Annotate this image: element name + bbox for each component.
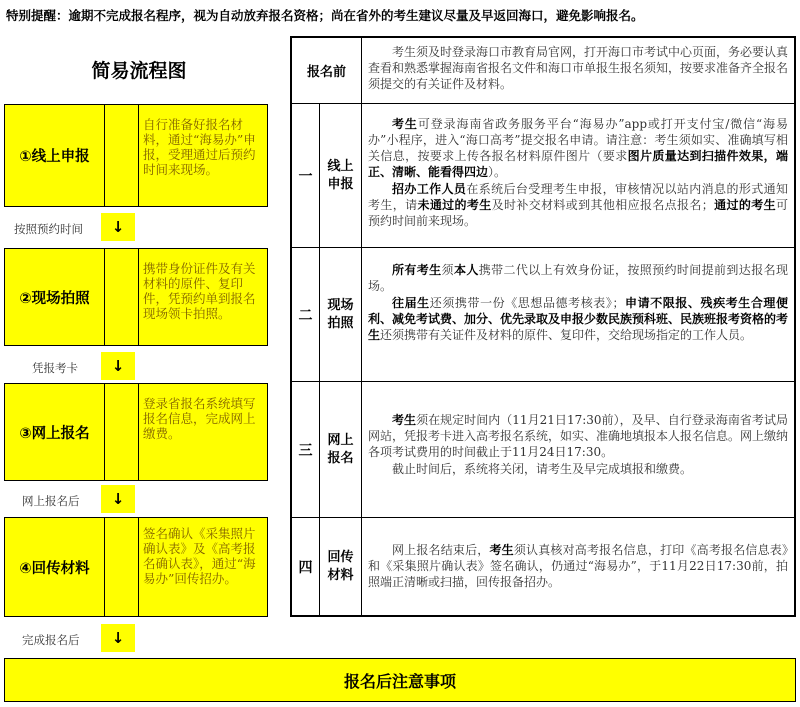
table-row-before	[292, 38, 794, 104]
table-row	[292, 248, 794, 382]
after-registration-notes-bar: 报名后注意事项	[4, 658, 796, 702]
row-label: 报名前	[292, 38, 362, 103]
step-gap	[105, 105, 139, 206]
between-label: 完成报名后	[22, 633, 80, 647]
step-desc: 签名确认《采集照片确认表》及《高考报名确认表》，通过“海易办”回传招办。	[143, 526, 256, 586]
procedure-table	[290, 36, 796, 617]
flow-step-2	[4, 248, 268, 346]
row-number: 二	[292, 248, 320, 381]
arrow-down-icon: ↓	[101, 352, 135, 380]
step-gap	[105, 518, 139, 616]
row-label: 现场拍照	[320, 248, 362, 381]
flow-step-4	[4, 517, 268, 617]
arrow-down-icon: ↓	[101, 213, 135, 241]
table-row	[292, 518, 794, 615]
row-number: 四	[292, 518, 320, 615]
table-row	[292, 382, 794, 518]
row-content: 考生可登录海南省政务服务平台“海易办”app或打开支付宝/微信“海易办”小程序，进入“海口高考”提交报名申请。请注意：考生须如实、准确填写相关信息，按要求上传各报名材料原件图片（要求图片质量达到扫描件效果，端正、清晰、能看得四边）。 招办工作人员在系统后台受理考生申报，审核情况以站内消息的形式通知考生，请未通过的考生及时补交材料或到其他相应报名点报名；通过的考生可预约时间前来现场。	[368, 117, 788, 228]
flow-step-1	[4, 104, 268, 207]
arrow-down-icon: ↓	[101, 485, 135, 513]
row-number: 一	[292, 104, 320, 247]
flow-step-3	[4, 383, 268, 481]
row-number: 三	[292, 382, 320, 517]
flow-title: 简易流程图	[91, 60, 187, 82]
step-name: ②现场拍照	[5, 249, 105, 345]
between-label: 凭报考卡	[32, 361, 78, 375]
step-name: ③网上报名	[5, 384, 105, 480]
between-label: 网上报名后	[22, 494, 80, 508]
row-content: 所有考生须本人携带二代以上有效身份证，按照预约时间提前到达报名现场。 往届生还须携带一份《思想品德考核表》；申请不限报、残疾考生合理便利、减免考试费、加分、优先录取及申报少数民族预科班、民族班报考资格的考生还须携带有关证件及材料的原件、复印件，交给现场指定的工作人员。	[368, 263, 789, 342]
row-label: 网上报名	[320, 382, 362, 517]
row-label: 回传材料	[320, 518, 362, 615]
table-row	[292, 104, 794, 248]
row-content: 考生须在规定时间内（11月21日17:30前），及早、自行登录海南省考试局网站，凭报考卡进入高考报名系统，如实、准确地填报本人报名信息。网上缴纳各项考试费用的时间截止于11月24日17:30。 截止时间后，系统将关闭，请考生及早完成填报和缴费。	[368, 413, 789, 476]
row-content: 网上报名结束后，考生须认真核对高考报名信息，打印《高考报名信息表》和《采集照片确认表》签名确认，仍通过“海易办”，于11月22日17:30前，拍照端正清晰或扫描，回传报备招办。	[368, 543, 788, 589]
step-desc: 自行准备好报名材料，通过“海易办”申报，受理通过后预约时间来现场。	[143, 117, 256, 177]
step-name: ④回传材料	[5, 518, 105, 616]
step-desc: 携带身份证件及有关材料的原件、复印件，凭预约单到报名现场领卡拍照。	[143, 261, 256, 321]
step-gap	[105, 249, 139, 345]
row-content: 考生须及时登录海口市教育局官网，打开海口市考试中心页面，务必要认真查看和熟悉掌握海南省报名文件和海口市单报生报名须知，按要求准备齐全报名须提交的有关证件及材料。	[368, 45, 789, 91]
row-label: 线上申报	[320, 104, 362, 247]
step-name: ①线上申报	[5, 105, 105, 206]
step-gap	[105, 384, 139, 480]
between-label: 按照预约时间	[14, 222, 83, 236]
arrow-down-icon: ↓	[101, 624, 135, 652]
notice-banner: 特别提醒：逾期不完成报名程序，视为自动放弃报名资格；尚在省外的考生建议尽量及早返回海口，避免影响报名。	[6, 8, 644, 23]
step-desc: 登录省报名系统填写报名信息，完成网上缴费。	[143, 396, 256, 441]
